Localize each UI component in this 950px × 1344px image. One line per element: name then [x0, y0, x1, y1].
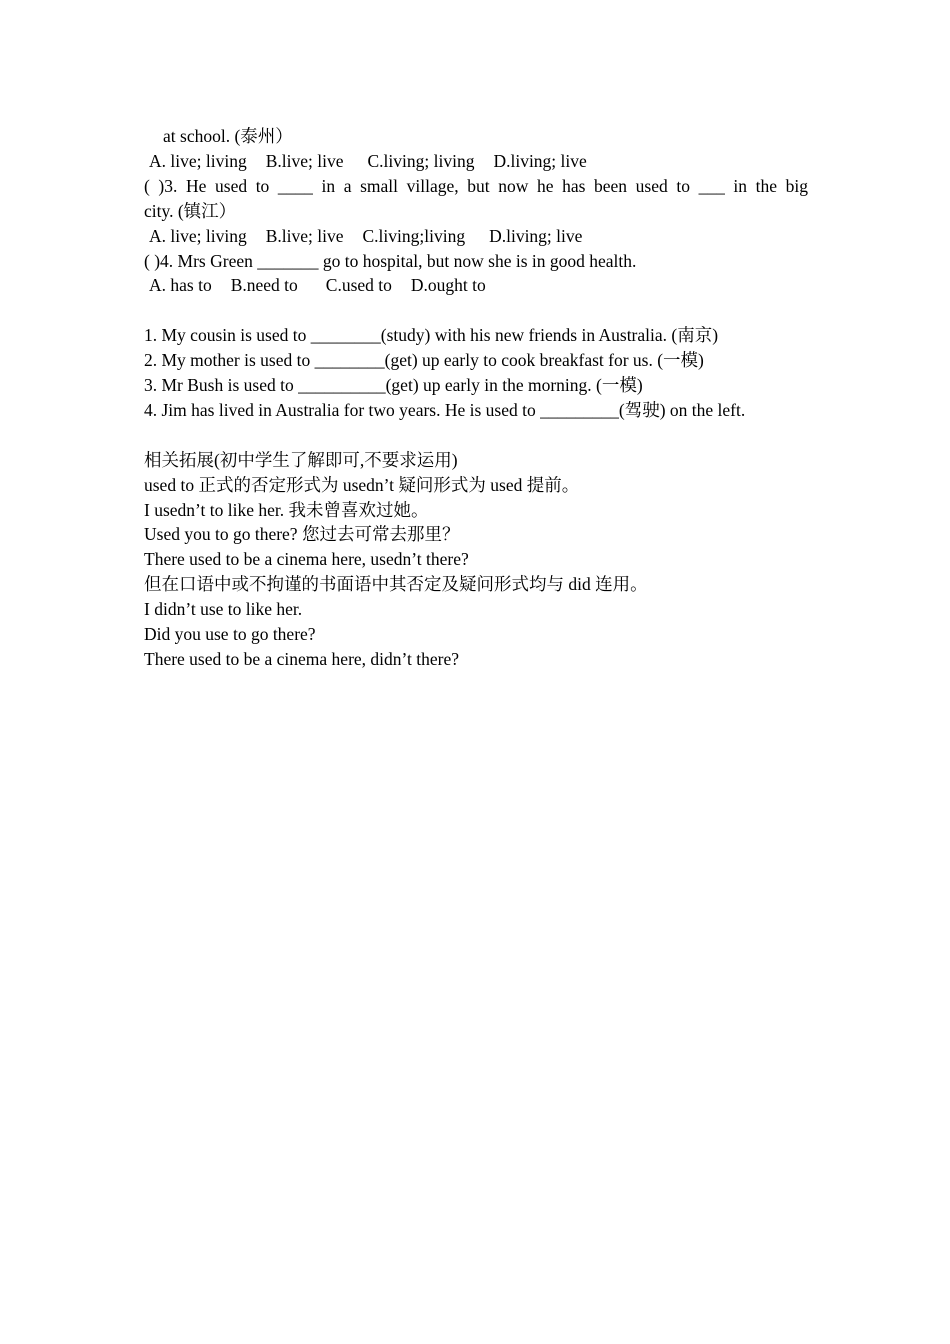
- question-3: ( )3. He used to ____ in a small village, but now he has been used to ___ in the big: [144, 175, 808, 196]
- option-c: C.living;living: [362, 225, 466, 246]
- option-a: A. has to: [149, 275, 212, 296]
- extension-line: 但在口语中或不拘谨的书面语中其否定及疑问形式均与 did 连用。: [144, 574, 648, 595]
- question-2-options: [144, 149, 808, 174]
- spacer: [144, 423, 808, 448]
- question-4-options: [144, 273, 808, 298]
- option-d: D.ought to: [410, 275, 486, 296]
- fill-in-item-2: 2. My mother is used to ________(get) up early to cook breakfast for us. (一模): [144, 350, 704, 371]
- option-d: D.living; live: [489, 225, 583, 246]
- option-b: B.need to: [230, 275, 298, 296]
- question-3-options: [144, 224, 808, 249]
- option-a: A. live; living: [149, 150, 247, 171]
- extension-line: There used to be a cinema here, usedn’t there?: [144, 549, 469, 570]
- question-3-tail: city. (镇江）: [144, 200, 237, 221]
- extension-line: Used you to go there? 您过去可常去那里？: [144, 524, 460, 545]
- extension-line: There used to be a cinema here, didn’t there?: [144, 649, 460, 669]
- option-d: D.living; live: [493, 150, 587, 171]
- option-a: A. live; living: [149, 225, 247, 246]
- extension-heading: 相关拓展(初中学生了解即可,不要求运用): [144, 449, 458, 470]
- spacer: [144, 298, 808, 323]
- option-b: B.live; live: [265, 225, 344, 246]
- fill-in-item-3: 3. Mr Bush is used to __________(get) up early in the morning. (一模): [144, 375, 643, 396]
- option-c: C.used to: [325, 275, 392, 296]
- document-page: [144, 124, 808, 672]
- option-c: C.living; living: [367, 150, 475, 171]
- question-2-tail: at school. (泰州）: [163, 126, 293, 146]
- extension-line: I didn’t use to like her.: [144, 599, 303, 620]
- question-4: ( )4. Mrs Green _______ go to hospital, but now she is in good health.: [144, 250, 637, 271]
- option-b: B.live; live: [265, 150, 344, 171]
- extension-line: I usedn’t to like her. 我未曾喜欢过她。: [144, 499, 429, 520]
- extension-line: used to 正式的否定形式为 usedn’t 疑问形式为 used 提前。: [144, 474, 580, 495]
- extension-line: Did you use to go there?: [144, 624, 316, 645]
- fill-in-item-4: 4. Jim has lived in Australia for two years. He is used to _________(驾驶) on the left.: [144, 399, 746, 420]
- fill-in-item-1: 1. My cousin is used to ________(study) with his new friends in Australia. (南京): [144, 325, 719, 346]
